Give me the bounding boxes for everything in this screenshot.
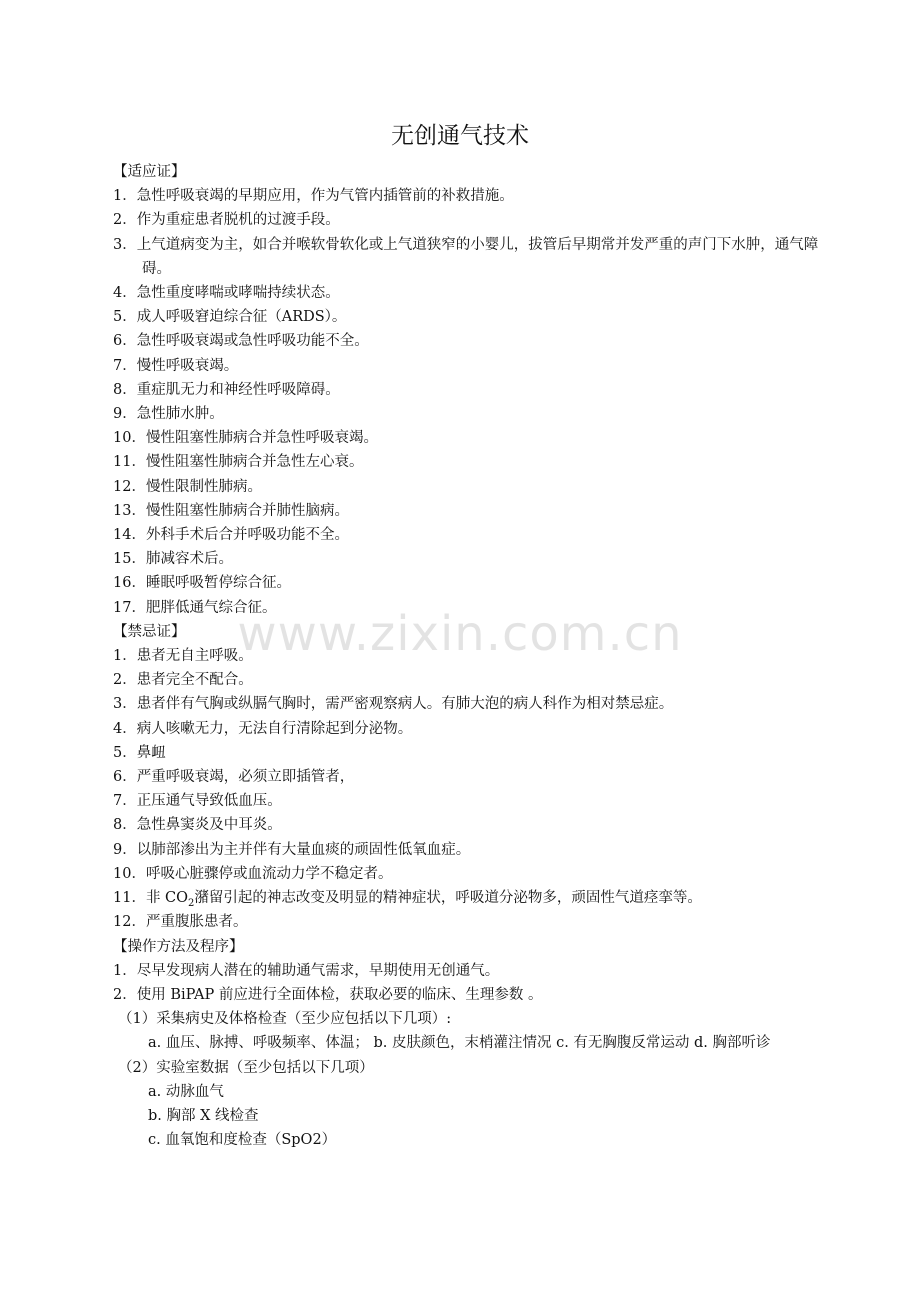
indication-item: 4．急性重度哮喘或哮喘持续状态。: [113, 285, 340, 302]
procedure-subsection-item: a. 血压、脉搏、呼吸频率、体温； b. 皮肤颜色，末梢灌注情况 c. 有无胸腹反常运动 d. 胸部听诊: [148, 1035, 771, 1052]
contraindication-item: [113, 886, 838, 910]
indication-item: 10．慢性阻塞性肺病合并急性呼吸衰竭。: [113, 430, 378, 447]
contraindication-item: 6．严重呼吸衰竭，必须立即插管者，: [113, 769, 355, 786]
contraindication-item: 3．患者伴有气胸或纵膈气胸时，需严密观察病人。有肺大泡的病人科作为相对禁忌症。: [113, 696, 674, 713]
indication-item: 7．慢性呼吸衰竭。: [113, 357, 239, 374]
indication-item: 12．慢性限制性肺病。: [113, 478, 262, 495]
contraindication-item: 10．呼吸心脏骤停或血流动力学不稳定者。: [113, 865, 393, 882]
watermark: www.zixin.com.cn: [237, 606, 683, 662]
document-body: [113, 160, 838, 1152]
indication-item: 5．成人呼吸窘迫综合征（ARDS）。: [113, 309, 347, 326]
indication-item: 9．急性肺水肿。: [113, 406, 224, 423]
contraindication-item-11-prefix: 11．非 CO: [113, 890, 189, 907]
procedure-subsection-heading: （1）采集病史及体格检查（至少应包括以下几项）:: [118, 1011, 452, 1028]
section-heading-procedure: 【操作方法及程序】: [113, 938, 244, 955]
indication-item: 8．重症肌无力和神经性呼吸障碍。: [113, 381, 340, 398]
contraindication-item: 7．正压通气导致低血压。: [113, 793, 282, 810]
section-heading-indications: 【适应证】: [113, 164, 186, 180]
contraindication-item: 8．急性鼻窦炎及中耳炎。: [113, 817, 282, 834]
contraindication-item: 1．患者无自主呼吸。: [113, 648, 253, 665]
procedure-subsection-item: c. 血氧饱和度检查（SpO2）: [148, 1132, 337, 1149]
contraindication-item: 4．病人咳嗽无力，无法自行清除起到分泌物。: [113, 720, 413, 737]
indication-item: 15．肺减容术后。: [113, 551, 233, 568]
indication-item: 2．作为重症患者脱机的过渡手段。: [113, 212, 340, 229]
contraindication-item-11-text: 潴留引起的神志改变及明显的精神症状，呼吸道分泌物多，顽固性气道痉挛等。: [194, 890, 702, 907]
contraindication-item: 12．严重腹胀患者。: [113, 914, 248, 931]
contraindication-item: 5．鼻衄: [113, 744, 166, 761]
co2-subscript: 2: [188, 897, 195, 909]
indication-item: 3．上气道病变为主，如合并喉软骨软化或上气道狭窄的小婴儿，拔管后早期常并发严重的声门下水肿，通气障碍。: [113, 236, 819, 277]
procedure-subsection-item: a. 动脉血气: [148, 1083, 224, 1100]
indication-item: 11．慢性阻塞性肺病合并急性左心衰。: [113, 454, 364, 471]
procedure-subsection-item: b. 胸部 X 线检查: [148, 1107, 259, 1124]
section-heading-contraindications: 【禁忌证】: [113, 623, 186, 640]
indication-item: 14．外科手术后合并呼吸功能不全。: [113, 527, 349, 544]
indication-item: 6．急性呼吸衰竭或急性呼吸功能不全。: [113, 333, 369, 350]
indication-item: 17．肥胖低通气综合征。: [113, 599, 277, 616]
contraindication-item: 2．患者完全不配合。: [113, 672, 253, 689]
indication-item: 1．急性呼吸衰竭的早期应用，作为气管内插管前的补救措施。: [113, 188, 514, 205]
procedure-step: 2．使用 BiPAP 前应进行全面体检，获取必要的临床、生理参数 。: [113, 986, 543, 1003]
procedure-subsection-heading: （2）实验室数据（至少包括以下几项）: [118, 1059, 374, 1076]
page-title: 无创通气技术: [391, 123, 529, 149]
indication-item: 16．睡眠呼吸暂停综合征。: [113, 575, 291, 592]
indication-item: 13．慢性阻塞性肺病合并肺性脑病。: [113, 502, 349, 519]
procedure-step: 1．尽早发现病人潜在的辅助通气需求，早期使用无创通气。: [113, 962, 500, 979]
contraindication-item: 9．以肺部渗出为主并伴有大量血痰的顽固性低氧血症。: [113, 841, 471, 858]
